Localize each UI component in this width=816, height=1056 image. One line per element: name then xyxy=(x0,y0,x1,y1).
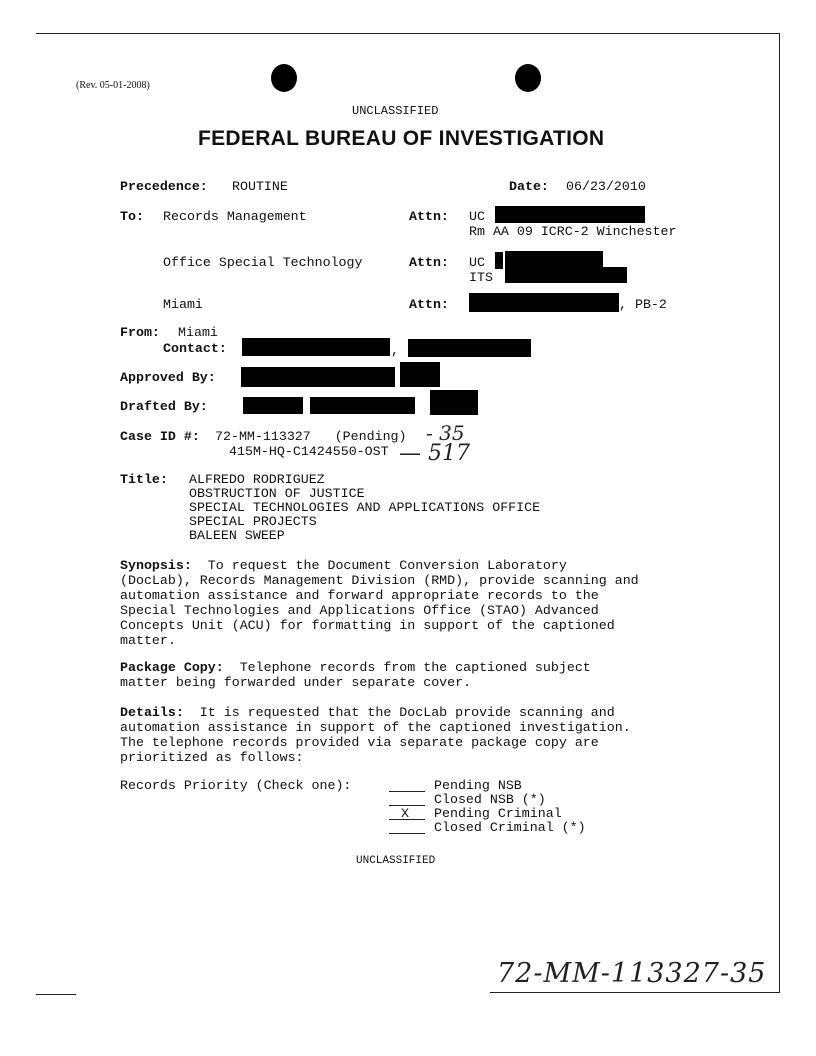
redaction-box xyxy=(495,252,503,269)
title-line: SPECIAL TECHNOLOGIES AND APPLICATIONS OFFICE xyxy=(189,500,541,515)
package-copy-line: Telephone records from the captioned subject xyxy=(223,660,591,675)
details-line: prioritized as follows: xyxy=(120,750,304,765)
details-line: automation assistance in support of the captioned investigation. xyxy=(120,720,631,735)
title-line: OBSTRUCTION OF JUSTICE xyxy=(189,486,365,501)
synopsis-paragraph xyxy=(120,558,567,573)
details-line: It is requested that the DocLab provide scanning and xyxy=(183,705,615,720)
case-id-handwritten-2: — 517 xyxy=(399,441,470,466)
classification-top: UNCLASSIFIED xyxy=(352,104,439,118)
case-id-label: Case ID #: xyxy=(120,429,200,444)
title-line: ALFREDO RODRIGUEZ xyxy=(189,472,325,487)
details-line: The telephone records provided via separate package copy are xyxy=(120,735,599,750)
synopsis-line: To request the Document Conversion Laboratory xyxy=(191,558,567,573)
title-label: Title: xyxy=(120,472,168,487)
redaction-box xyxy=(241,367,395,387)
redaction-box xyxy=(243,397,303,414)
synopsis-label: Synopsis: xyxy=(120,558,192,573)
priority-mark: X xyxy=(401,806,409,821)
details-label: Details: xyxy=(120,705,184,720)
precedence-value: ROUTINE xyxy=(232,179,288,194)
case-id-line2: 415M-HQ-C1424550-OST xyxy=(229,444,389,459)
checkbox-line xyxy=(389,833,425,834)
classification-bottom: UNCLASSIFIED xyxy=(356,855,436,867)
to-name-1: Records Management xyxy=(163,209,307,224)
redaction-box xyxy=(408,339,531,357)
to-label: To: xyxy=(120,209,144,224)
package-copy-paragraph xyxy=(120,660,591,675)
redaction-box xyxy=(430,390,478,415)
precedence-label: Precedence: xyxy=(120,179,208,194)
approved-by-label: Approved By: xyxy=(120,370,216,385)
attn-label-1: Attn: xyxy=(409,209,449,224)
priority-option: Pending Criminal xyxy=(434,806,562,821)
drafted-by-label: Drafted By: xyxy=(120,399,208,414)
synopsis-line: Special Technologies and Applications Office (STAO) Advanced xyxy=(120,603,599,618)
agency-title: FEDERAL BUREAU OF INVESTIGATION xyxy=(198,127,605,150)
page-bottom-border xyxy=(490,992,780,993)
redaction-box xyxy=(400,362,440,387)
case-id-line1: 72-MM-113327 (Pending) xyxy=(215,429,407,444)
records-priority-label: Records Priority (Check one): xyxy=(120,778,352,793)
title-line: BALEEN SWEEP xyxy=(189,528,285,543)
synopsis-line: Concepts Unit (ACU) for formatting in support of the captioned xyxy=(120,618,615,633)
checkbox-line xyxy=(389,791,425,792)
case-id-handwritten-1: - 35 xyxy=(426,421,465,445)
attn-1-line2: Rm AA 09 ICRC-2 Winchester xyxy=(469,224,677,239)
package-copy-line: matter being forwarded under separate cover. xyxy=(120,675,472,690)
page-top-border xyxy=(36,33,780,34)
page-right-border xyxy=(779,33,780,993)
synopsis-line: matter. xyxy=(120,633,176,648)
contact-label: Contact: xyxy=(163,341,227,356)
attn-1-line1: UC xyxy=(469,209,485,224)
punch-hole-left xyxy=(271,64,297,92)
from-value: Miami xyxy=(178,325,218,340)
date-label: Date: xyxy=(509,179,549,194)
attn-label-2: Attn: xyxy=(409,255,449,270)
form-revision: (Rev. 05-01-2008) xyxy=(76,80,150,91)
redaction-box xyxy=(469,293,619,312)
attn-3-suffix: , PB-2 xyxy=(619,297,667,312)
redaction-box xyxy=(495,206,645,223)
redaction-box xyxy=(310,397,415,414)
redaction-box xyxy=(242,338,390,356)
synopsis-line: (DocLab), Records Management Division (RMD), provide scanning and xyxy=(120,573,639,588)
page-left-mark xyxy=(36,994,76,995)
to-name-2: Office Special Technology xyxy=(163,255,363,270)
details-paragraph xyxy=(120,705,615,720)
attn-label-3: Attn: xyxy=(409,297,449,312)
synopsis-line: automation assistance and forward appropriate records to the xyxy=(120,588,599,603)
handwritten-file-number: 72-MM-113327-35 xyxy=(497,958,767,989)
priority-option: Closed NSB (*) xyxy=(434,792,546,807)
date-value: 06/23/2010 xyxy=(566,179,646,194)
attn-2-line2: ITS xyxy=(469,270,493,285)
redaction-box xyxy=(505,251,603,283)
attn-2-line1: UC xyxy=(469,255,485,270)
priority-option: Pending NSB xyxy=(434,778,522,793)
punch-hole-right xyxy=(515,64,541,92)
priority-option: Closed Criminal (*) xyxy=(434,820,586,835)
to-name-3: Miami xyxy=(163,297,203,312)
package-copy-label: Package Copy: xyxy=(120,660,224,675)
contact-separator: , xyxy=(391,343,399,358)
redaction-box xyxy=(600,267,627,283)
from-label: From: xyxy=(120,325,160,340)
title-line: SPECIAL PROJECTS xyxy=(189,514,317,529)
